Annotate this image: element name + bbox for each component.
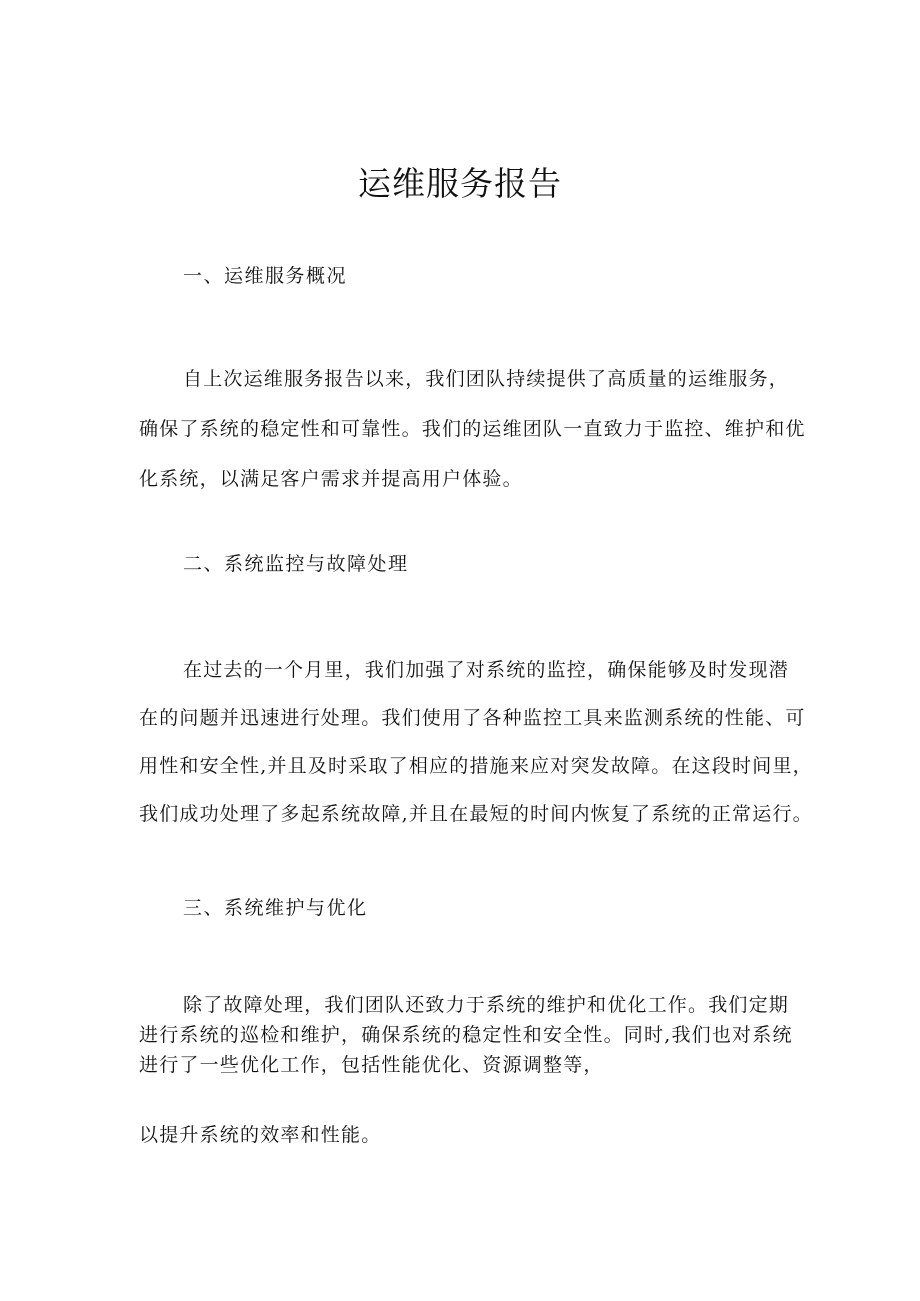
paragraph-line: 除了故障处理，我们团队还致力于系统的维护和优化工作。我们定期 [183, 994, 790, 1016]
section-paragraph-overview [139, 354, 819, 504]
paragraph-line: 以提升系统的效率和性能。 [139, 1124, 382, 1146]
section-paragraph-maintenance [139, 990, 819, 1080]
paragraph-line: 在的问题并迅速进行处理。我们使用了各种监控工具来监测系统的性能、可 [139, 707, 806, 729]
paragraph-line: 进行系统的巡检和维护，确保系统的稳定性和安全性。同时,我们也对系统 [139, 1024, 793, 1046]
paragraph-line: 确保了系统的稳定性和可靠性。我们的运维团队一直致力于监控、维护和优 [139, 418, 806, 440]
section-paragraph-monitoring [139, 646, 819, 838]
paragraph-line: 自上次运维服务报告以来，我们团队持续提供了高质量的运维服务， [183, 368, 790, 390]
section-paragraph-continuation [139, 1120, 819, 1150]
document-title: 运维服务报告 [358, 164, 562, 203]
paragraph-line: 进行了一些优化工作，包括性能优化、资源调整等， [139, 1054, 604, 1076]
section-heading-monitoring: 二、系统监控与故障处理 [183, 553, 409, 575]
section-heading-maintenance: 三、系统维护与优化 [183, 897, 368, 919]
paragraph-line: 用性和安全性,并且及时采取了相应的措施来应对突发故障。在这段时间里， [139, 755, 813, 777]
section-heading-overview: 一、运维服务概况 [183, 265, 348, 287]
paragraph-line: 在过去的一个月里，我们加强了对系统的监控，确保能够及时发现潜 [183, 659, 790, 681]
paragraph-line: 我们成功处理了多起系统故障,并且在最短的时间内恢复了系统的正常运行。 [139, 803, 813, 825]
paragraph-line: 化系统，以满足客户需求并提高用户体验。 [139, 468, 523, 490]
